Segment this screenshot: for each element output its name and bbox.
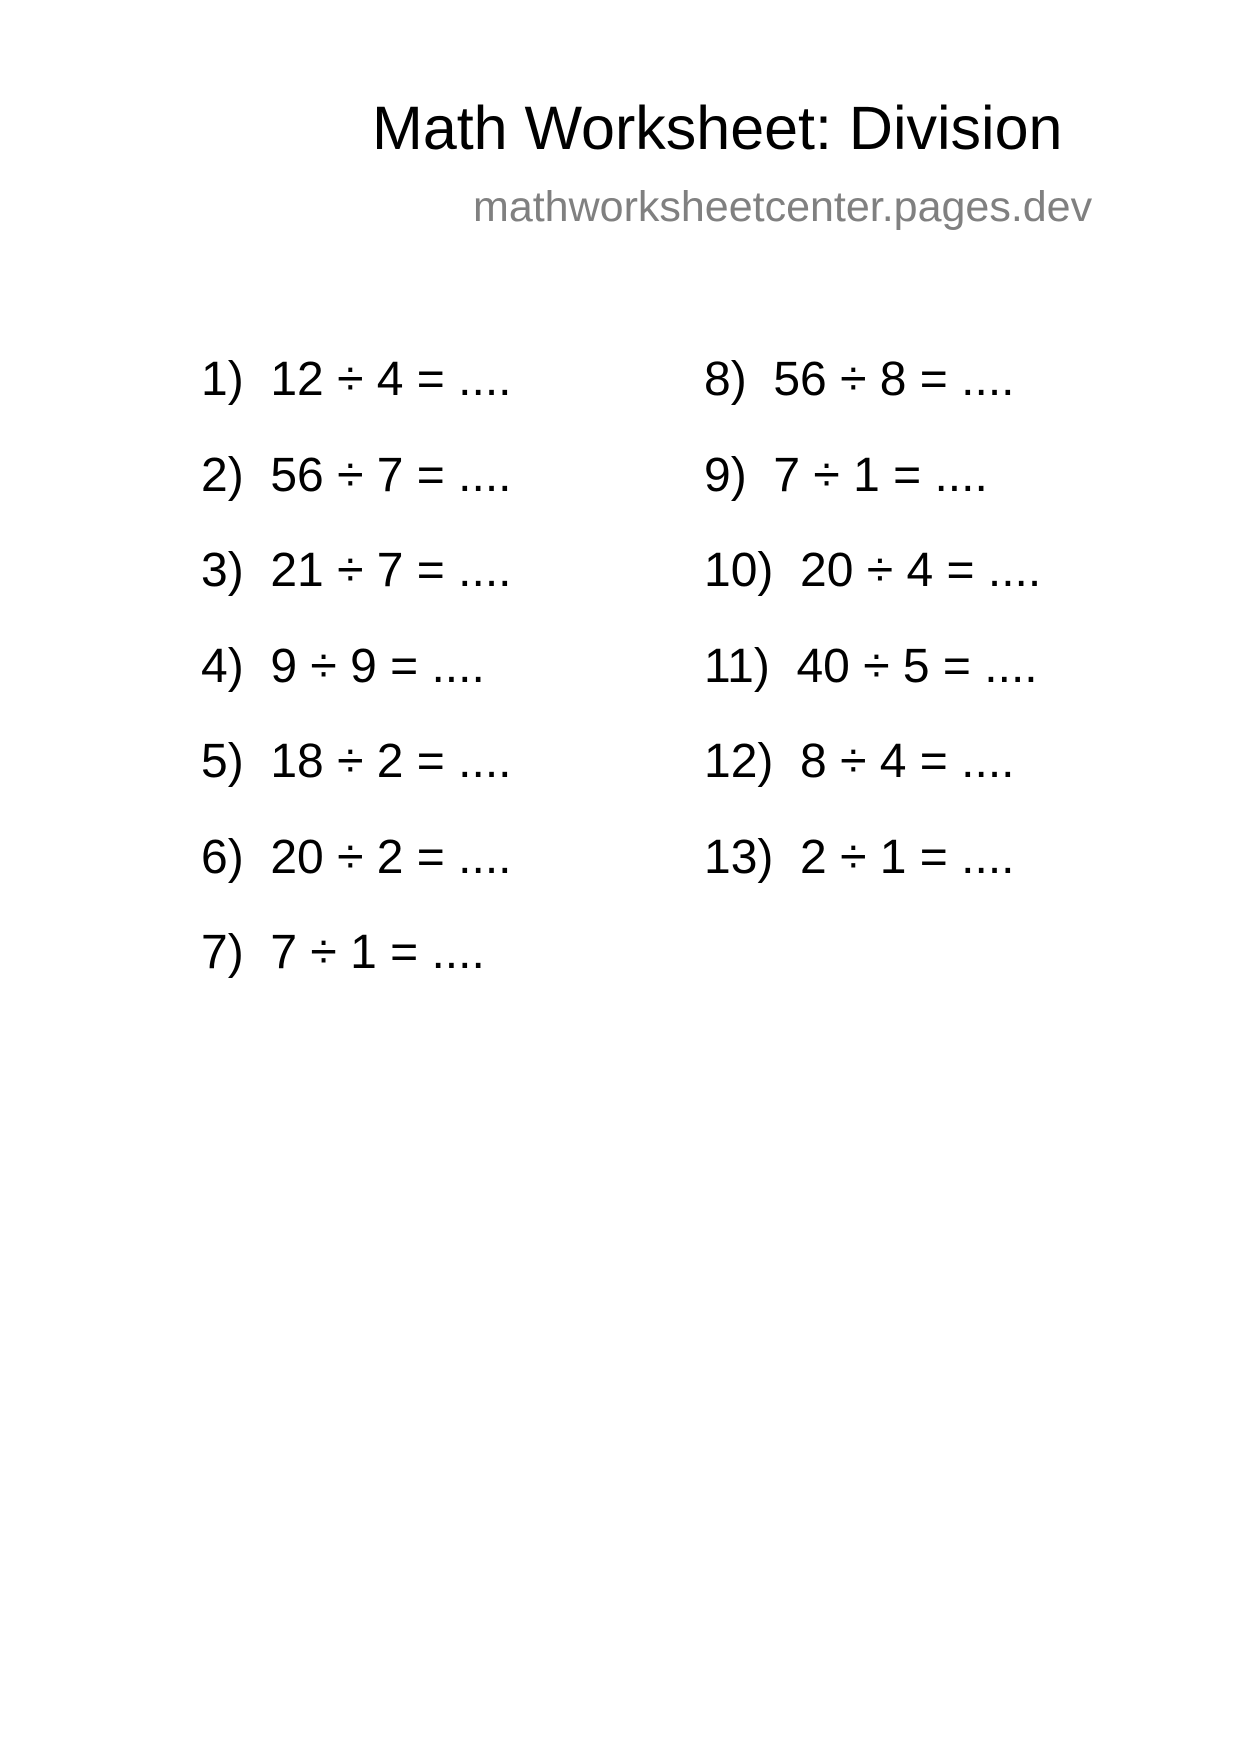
problem: 6) 20 ÷ 2 = .... (201, 830, 512, 884)
problems-left-column (201, 353, 512, 1025)
worksheet-title: Math Worksheet: Division (372, 94, 1063, 162)
problem: 10) 20 ÷ 4 = .... (704, 544, 1042, 597)
problem: 7) 7 ÷ 1 = .... (201, 926, 485, 979)
problem: 5) 18 ÷ 2 = .... (201, 735, 512, 788)
website-url: mathworksheetcenter.pages.dev (473, 183, 1093, 231)
problem: 9) 7 ÷ 1 = .... (704, 448, 988, 502)
problem: 1) 12 ÷ 4 = .... (201, 353, 512, 406)
problem: 2) 56 ÷ 7 = .... (201, 448, 512, 502)
problem: 4) 9 ÷ 9 = .... (201, 639, 485, 693)
problem: 3) 21 ÷ 7 = .... (201, 544, 512, 597)
problem: 12) 8 ÷ 4 = .... (704, 735, 1015, 788)
problems-right-column (704, 353, 1042, 929)
problem: 8) 56 ÷ 8 = .... (704, 353, 1015, 406)
problem: 13) 2 ÷ 1 = .... (704, 830, 1015, 884)
problem: 11) 40 ÷ 5 = .... (704, 639, 1038, 693)
